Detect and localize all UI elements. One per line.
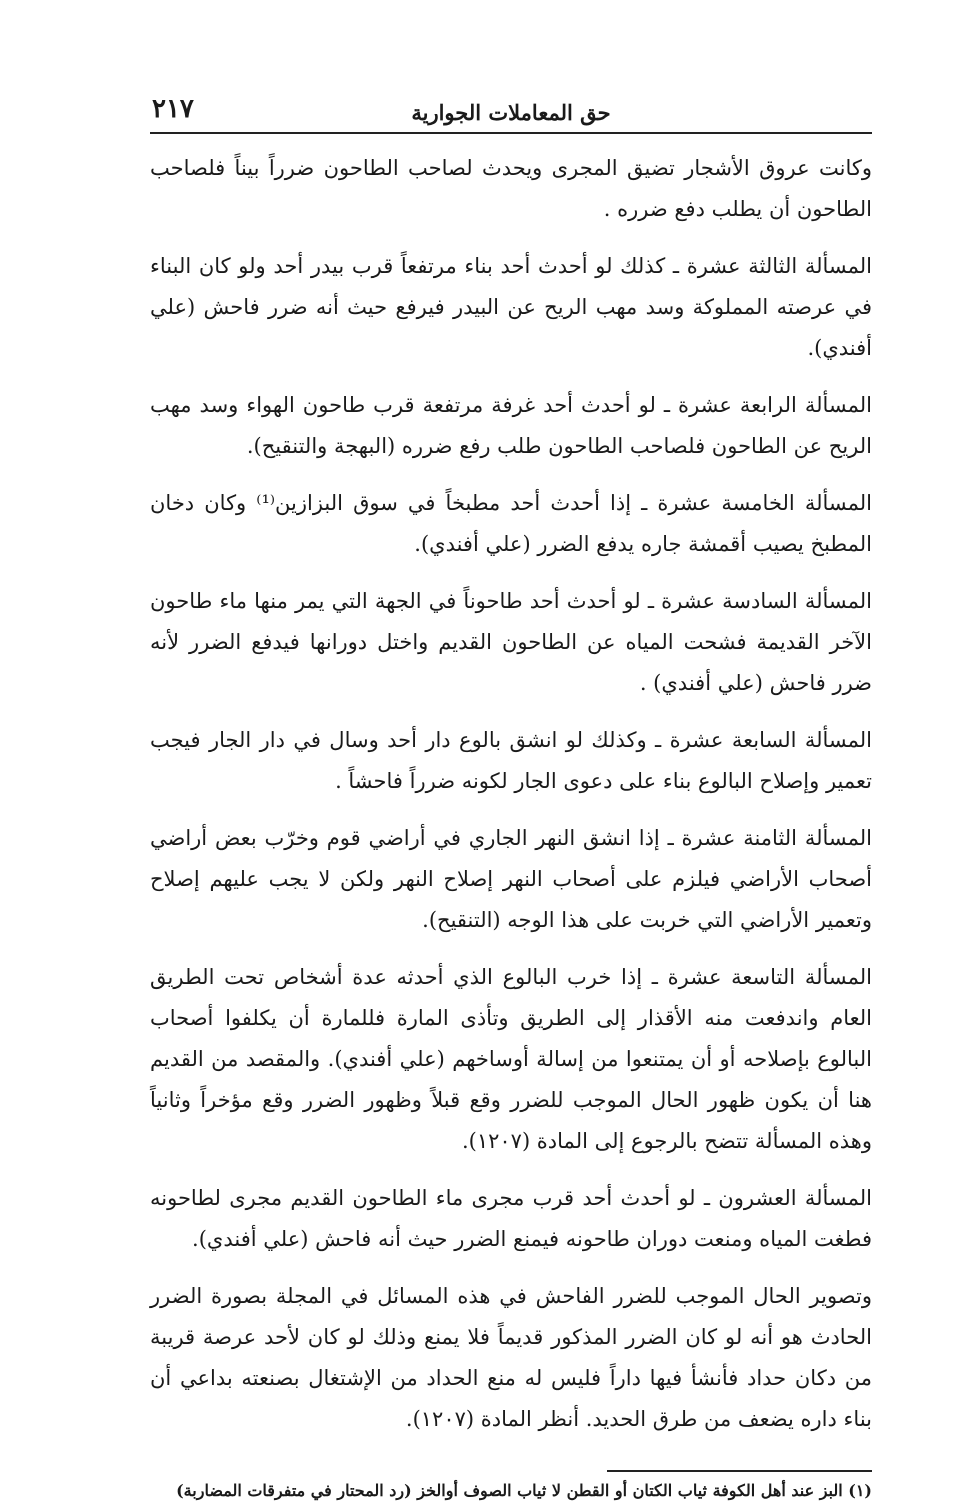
running-header: [150, 88, 872, 134]
paragraph: المسألة العشرون ـ لو أحدث أحد قرب مجرى ماء الطاحون القديم مجرى لطاحونه فطغت المياه ومنعت دوران طاحونه فيمنع الضرر حيث أنه فاحش (علي أفندي).: [150, 1186, 872, 1251]
paragraph: وكانت عروق الأشجار تضيق المجرى ويحدث لصاحب الطاحون ضرراً بيناً فلصاحب الطاحون أن يطلب دفع ضرره .: [150, 156, 872, 221]
page: [150, 88, 872, 1506]
paragraph: المسألة السادسة عشرة ـ لو أحدث أحد طاحوناً في الجهة التي يمر منها ماء طاحون الآخر القديمة فشحت المياه عن الطاحون القديم واختل دورانها فيدفع الضرر لأنه ضرر فاحش (علي أفندي) .: [150, 589, 872, 695]
paragraph: المسألة الخامسة عشرة ـ إذا أحدث أحد مطبخاً في سوق البزازين⁽¹⁾ وكان دخان المطبخ يصيب أقمشة جاره يدفع الضرر (علي أفندي).: [150, 491, 872, 556]
paragraph: المسألة الثالثة عشرة ـ كذلك لو أحدث أحد بناء مرتفعاً قرب بيدر أحد ولو كان البناء في عرصته المملوكة وسد مهب الريح عن البيدر فيرفع حيث أنه ضرر فاحش (علي أفندي).: [150, 254, 872, 360]
page-number: ٢١٧: [152, 94, 194, 124]
paragraph: وتصوير الحال الموجب للضرر الفاحش في هذه المسائل في المجلة بصورة الضرر الحادث هو أنه لو كان الضرر المذكور قديماً فلا يمنع وذلك لو كان لأحد عرصة قريبة من دكان حداد فأنشأ فيها داراً فليس له منع الحداد من الإشتغال بصنعته بداعي أن بناء داره يضعف من طرق الحديد. أنظر المادة (١٢٠٧).: [150, 1284, 872, 1431]
paragraph: المسألة السابعة عشرة ـ وكذلك لو انشق بالوع دار أحد وسال في دار الجار فيجب تعمير وإصلاح البالوع بناء على دعوى الجار لكونه ضرراً فاحشاً .: [150, 728, 872, 793]
paragraph: المسألة الثامنة عشرة ـ إذا انشق النهر الجاري في أراضي قوم وخرّب بعض أراضي أصحاب الأراضي فيلزم على أصحاب النهر إصلاح النهر ولكن لا يجب عليهم إصلاح وتعمير الأراضي التي خربت على هذا الوجه (التنقيح).: [150, 826, 872, 932]
body-text: [150, 148, 872, 1440]
footnote: (١) البز عند أهل الكوفة ثياب الكتان أو القطن لا ثياب الصوف أوالخز (رد المحتار في متفرقات المضاربة): [176, 1481, 872, 1500]
paragraph: المسألة الرابعة عشرة ـ لو أحدث أحد غرفة مرتفعة قرب طاحون الهواء وسد مهب الريح عن الطاحون فلصاحب الطاحون طلب رفع ضرره (البهجة والتنقيح).: [150, 393, 872, 458]
paragraph: المسألة التاسعة عشرة ـ إذا خرب البالوع الذي أحدثه عدة أشخاص تحت الطريق العام واندفعت منه الأقذار إلى الطريق وتأذى المارة فللمارة أن يكلفوا أصحاب البالوع بإصلاحه أو أن يمتنعوا من إسالة أوساخهم (علي أفندي). والمقصد من القديم هنا أن يكون ظهور الحال الموجب للضرر وقع قبلاً وظهور الضرر وقع مؤخراً وثانياً وهذه المسألة تتضح بالرجوع إلى المادة (١٢٠٧).: [150, 965, 872, 1153]
footnote-divider: [607, 1470, 872, 1472]
running-title: حق المعاملات الجوارية: [411, 100, 611, 125]
